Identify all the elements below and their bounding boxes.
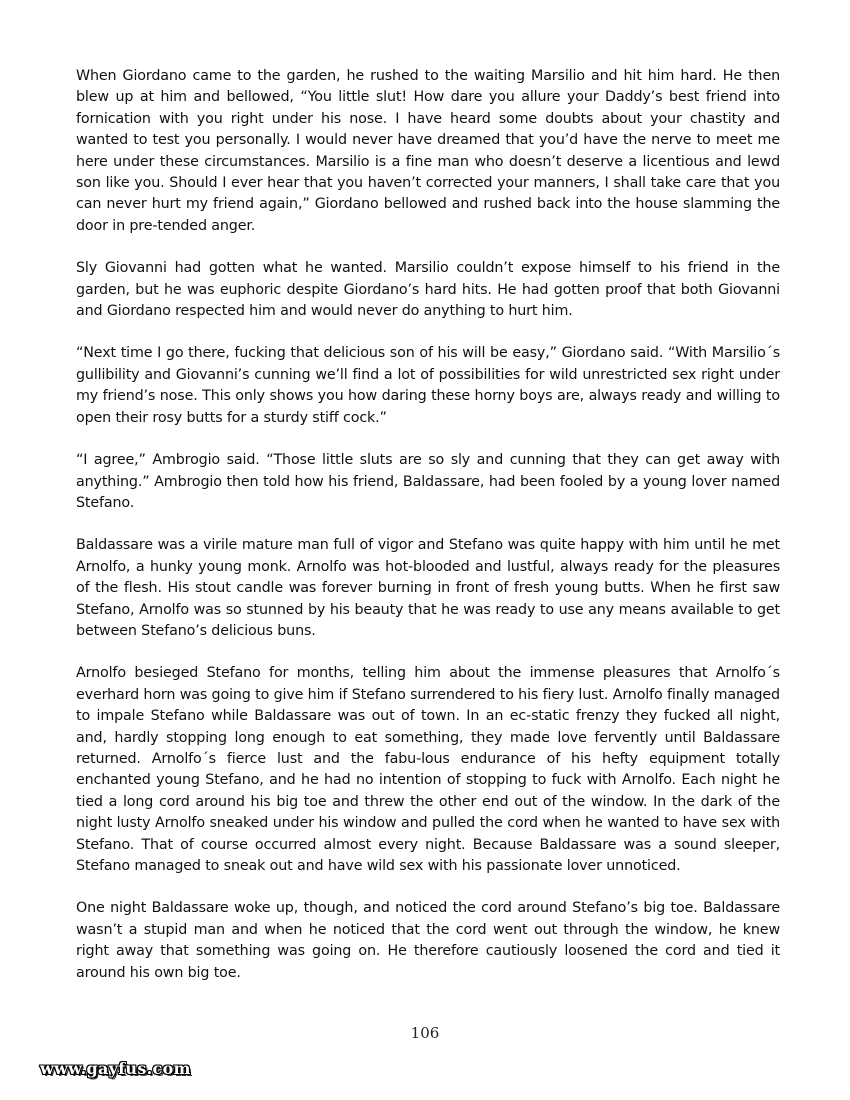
page-number: 106 <box>410 1024 440 1042</box>
paragraph: One night Baldassare woke up, though, and noticed the cord around Stefano’s big toe. Baldassare wasn’t a stupid man and when he noticed that the cord went out through the window, he knew right away that something was going on. He therefore cautiously loosened the cord and tied it around his own big toe. <box>76 900 780 981</box>
paragraph: “Next time I go there, fucking that delicious son of his will be easy,” Giordano said. “With Marsilio´s gullibility and Giovanni’s cunning we’ll find a lot of possibilities for wild unrestricted sex right under my friend’s nose. This only shows you how daring these horny boys are, always ready and willing to open their rosy butts for a sturdy stiff cock.” <box>76 345 780 426</box>
site-watermark: www.gayfus.com <box>40 1059 191 1078</box>
paragraph: Baldassare was a virile mature man full of vigor and Stefano was quite happy with him until he met Arnolfo, a hunky young monk. Arnolfo was hot-blooded and lustful, always ready for the pleasures of the flesh. His stout candle was forever burning in front of fresh young butts. When he first saw Stefano, Arnolfo was so stunned by his beauty that he was ready to use any means available to get between Stefano’s delicious buns. <box>76 537 780 639</box>
paragraph: “I agree,” Ambrogio said. “Those little sluts are so sly and cunning that they can get away with anything.” Ambrogio then told how his friend, Baldassare, had been fooled by a young lover named Stefano. <box>76 452 780 511</box>
paragraph: Arnolfo besieged Stefano for months, telling him about the immense pleasures that Arnolfo´s everhard horn was going to give him if Stefano surrendered to his fiery lust. Arnolfo finally managed to impale Stefano while Baldassare was out of town. In an ec-static frenzy they fucked all night, and, hardly stopping long enough to eat something, they made love fervently until Baldassare returned. Arnolfo´s fierce lust and the fabu-lous endurance of his hefty equipment totally enchanted young Stefano, and he had no intention of stopping to fuck with Arnolfo. Each night he tied a long cord around his big toe and threw the other end out of the window. In the dark of the night lusty Arnolfo sneaked under his window and pulled the cord when he wanted to have sex with Stefano. That of course occurred almost every night. Because Baldassare was a sound sleeper, Stefano managed to sneak out and have wild sex with his passionate lover unnoticed. <box>76 665 780 874</box>
body-text <box>76 66 780 1005</box>
paragraph: Sly Giovanni had gotten what he wanted. Marsilio couldn’t expose himself to his friend in the garden, but he was euphoric despite Giordano’s hard hits. He had gotten proof that both Giovanni and Giordano respected him and would never do anything to hurt him. <box>76 260 780 320</box>
paragraph: When Giordano came to the garden, he rushed to the waiting Marsilio and hit him hard. He then blew up at him and bellowed, “You little slut! How dare you allure your Daddy’s best friend into fornication with you right under his nose. I have heard some doubts about your chastity and wanted to test you personally. I would never have dreamed that you’d have the nerve to meet me here under these circumstances. Marsilio is a fine man who doesn’t deserve a licentious and lewd son like you. Should I ever hear that you haven’t corrected your manners, I shall take care that you can never hurt my friend again,” Giordano bellowed and rushed back into the house slamming the door in pre-tended anger. <box>76 68 780 234</box>
